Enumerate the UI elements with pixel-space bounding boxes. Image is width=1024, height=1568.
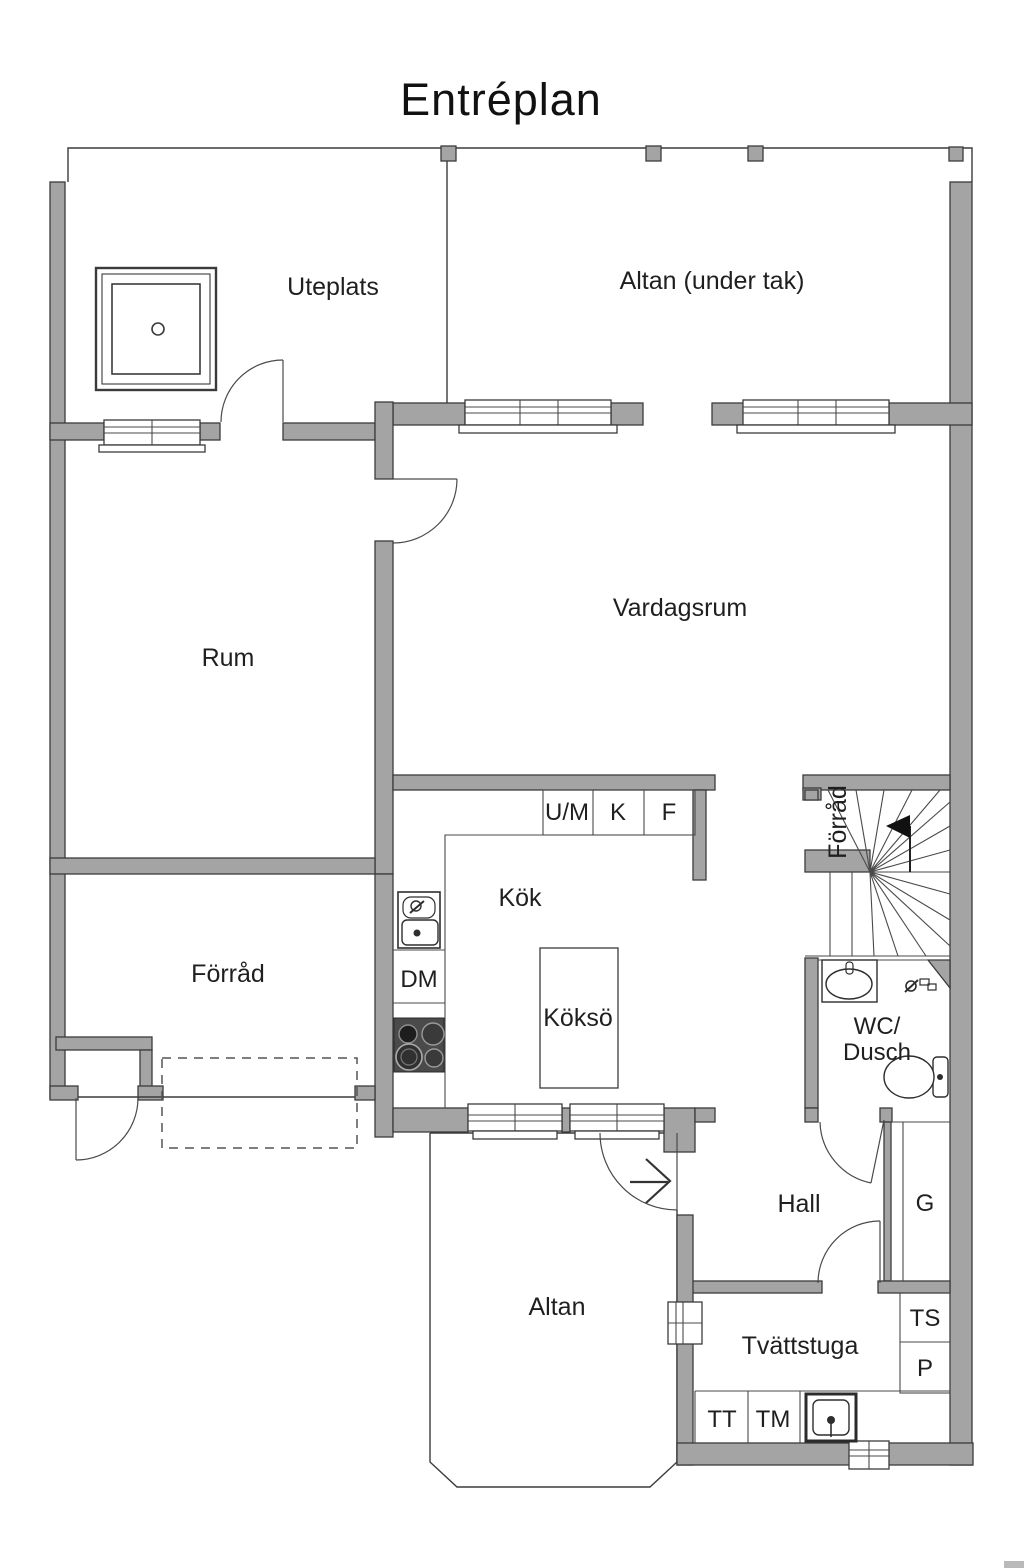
wall-kok-bottom [664,1108,695,1152]
stove [394,1018,444,1072]
appliance-label-um: U/M [545,799,589,826]
wall-kok-bottom [393,1108,468,1132]
room-label-wc-line2: Dusch [842,1039,912,1066]
wc-washbasin [822,960,877,1002]
page-corner-mark [1004,1561,1024,1568]
window-laundry-bottom [849,1441,889,1469]
wall-vardagsrum-kok [393,775,715,790]
window-vardagsrum-1 [459,400,617,433]
label-tt: TT [707,1406,737,1433]
window-rum [99,420,205,452]
room-label-forrad: Förråd [191,960,265,988]
room-label-uteplats: Uteplats [287,273,379,301]
wall-uteplats-rum [283,423,375,440]
wall-kok-bottom [695,1108,715,1122]
uteplats-skylight [96,268,216,390]
roof-post [748,146,763,161]
appliance-label-k: K [609,799,627,826]
wall-right-exterior [950,182,972,1465]
page-title: Entréplan [400,74,602,125]
roof-post [441,146,456,161]
wall-rum-bottom [50,858,375,874]
door-vardagsrum [393,479,457,543]
window-vardagsrum-2 [737,400,895,433]
room-label-tvattstuga: Tvättstuga [741,1332,859,1360]
wall-altan-vardagsrum [611,403,643,425]
wall-altan-vardagsrum [889,403,972,425]
wall-bottom-left [138,1086,163,1100]
room-label-altan: Altan [528,1293,586,1321]
wall-uteplats-rum [50,423,104,440]
terrace-outline [68,148,972,182]
wall-laundry-top [680,1281,822,1293]
door-laundry [818,1221,880,1283]
wall-left-exterior [50,182,65,1098]
roof-post [646,146,661,161]
wall-stairs-left [805,790,818,800]
wall-vestibule [140,1050,152,1090]
wall-wc-bottom [805,1108,818,1122]
wall-wc-bottom [880,1108,892,1122]
wall-bottom-left [355,1086,375,1100]
room-label-kok: Kök [498,884,542,912]
label-p: P [916,1355,934,1382]
room-label-hall: Hall [777,1190,821,1218]
room-label-wc-line1: WC/ [853,1013,901,1040]
wall-rum-right [375,541,393,874]
roof-post [949,147,963,161]
shower-fixture [905,979,936,992]
kitchen-sink [398,892,440,948]
wall-vestibule [56,1037,152,1050]
wall-altan-vardagsrum [393,403,465,425]
room-label-forrad-stairs: Förråd [824,785,852,859]
wall-closet [884,1122,891,1281]
room-label-altan-top: Altan (under tak) [619,267,805,295]
door-uteplats [221,360,283,422]
wall-rum-right [375,402,393,479]
kitchen-counter-edge [445,835,543,1108]
label-garderob: G [915,1190,935,1217]
stair-direction-arrow-icon [886,815,910,872]
appliance-label-dm: DM [400,966,438,993]
laundry-sink [806,1394,856,1441]
label-tm: TM [755,1406,791,1433]
doors [76,360,884,1283]
label-kokso: Köksö [543,1004,613,1032]
door-wc [820,1120,884,1183]
room-label-vardagsrum: Vardagsrum [612,594,748,622]
label-ts: TS [909,1305,941,1332]
wall-kok-window-mullion [562,1108,570,1132]
wall-laundry-bottom [677,1443,973,1465]
entrance-arrow-icon [630,1159,670,1203]
labels [191,74,940,1433]
door-storage-exterior [76,1098,138,1160]
wall-laundry-top [878,1281,950,1293]
wall-altan-vardagsrum [712,403,745,425]
window-laundry-left [668,1302,702,1344]
appliance-label-f: F [661,799,677,826]
window-kok-1 [468,1104,562,1139]
entrance-canopy-dashed [162,1058,357,1148]
wall-uteplats-rum [200,423,220,440]
window-kok-2 [570,1104,664,1139]
wall-wc-left [805,958,818,1108]
wall-forrad-right [375,874,393,1137]
wall-bottom-left [50,1086,78,1100]
room-label-rum: Rum [201,644,255,672]
windows [99,400,895,1469]
